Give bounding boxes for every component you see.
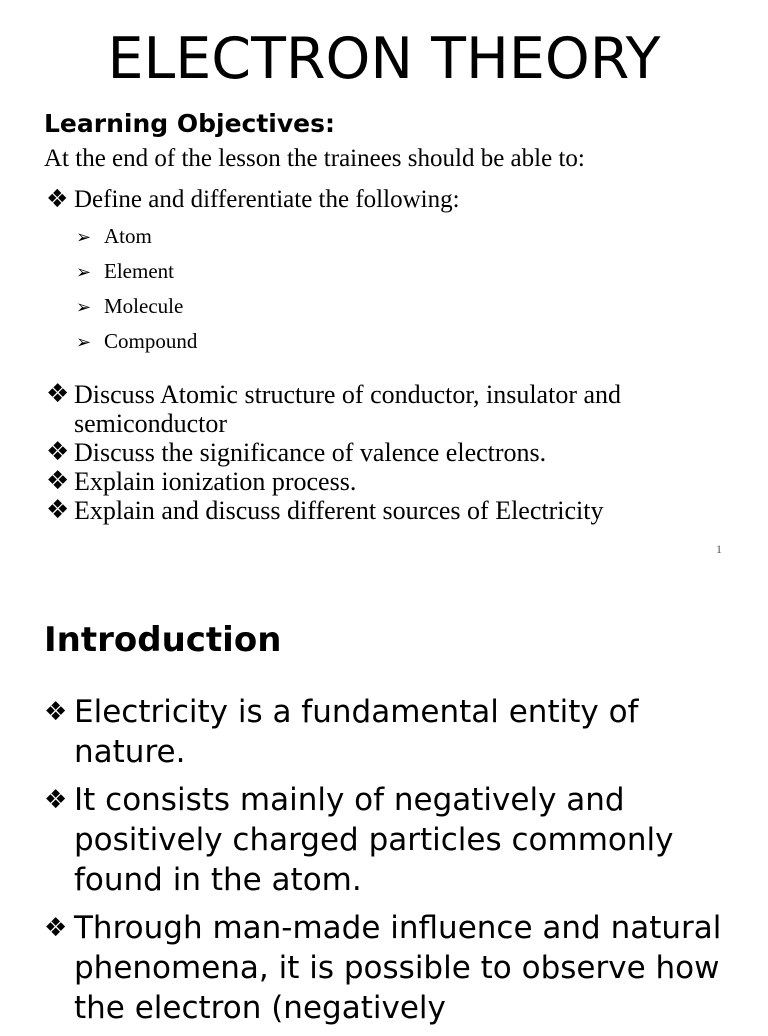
objectives-intro: At the end of the lesson the trainees should be able to: bbox=[44, 145, 585, 172]
arrow-bullet-icon: ➢ bbox=[76, 227, 92, 248]
list-item-text: Through man-made influence and natural phenomena, it is possible to observe how the electron (negatively bbox=[74, 910, 722, 1026]
objectives-heading: Learning Objectives: bbox=[44, 109, 335, 138]
section-title: Introduction bbox=[44, 620, 282, 660]
diamond-bullet-icon: ❖ bbox=[44, 785, 68, 815]
diamond-bullet-icon: ❖ bbox=[44, 913, 68, 943]
list-item bbox=[44, 908, 744, 1028]
arrow-bullet-icon: ➢ bbox=[76, 262, 92, 283]
objectives-list bbox=[46, 380, 726, 525]
sub-item bbox=[76, 328, 197, 356]
define-bullet-text: Define and differentiate the following: bbox=[74, 186, 460, 213]
list-item-text: Electricity is a fundamental entity of nature. bbox=[74, 694, 639, 770]
list-item bbox=[46, 380, 726, 438]
diamond-bullet-icon: ❖ bbox=[44, 697, 68, 727]
list-item-text: Explain ionization process. bbox=[74, 467, 357, 496]
introduction-list bbox=[44, 692, 744, 1036]
list-item bbox=[46, 438, 726, 467]
sub-item bbox=[76, 258, 174, 286]
list-item bbox=[46, 496, 726, 525]
arrow-bullet-icon: ➢ bbox=[76, 297, 92, 318]
diamond-bullet-icon: ❖ bbox=[46, 466, 70, 496]
sub-item-text: Compound bbox=[104, 329, 198, 353]
slide-title: ELECTRON THEORY bbox=[107, 26, 661, 92]
list-item-text: Discuss the significance of valence electrons. bbox=[74, 438, 547, 467]
diamond-bullet-icon: ❖ bbox=[46, 495, 70, 525]
diamond-bullet-icon: ❖ bbox=[46, 437, 70, 467]
list-item-text: It consists mainly of negatively and positively charged particles commonly found in the atom. bbox=[74, 782, 674, 898]
page-number: 1 bbox=[716, 542, 722, 556]
list-item bbox=[46, 467, 726, 496]
define-bullet bbox=[46, 184, 460, 215]
sub-item bbox=[76, 293, 183, 321]
sub-item-text: Molecule bbox=[104, 294, 184, 318]
sub-item-text: Element bbox=[104, 259, 174, 283]
sub-item-text: Atom bbox=[104, 224, 152, 248]
list-item-text: Discuss Atomic structure of conductor, insulator and semiconductor bbox=[74, 380, 622, 438]
diamond-bullet-icon: ❖ bbox=[46, 379, 70, 409]
list-item bbox=[44, 692, 744, 772]
arrow-bullet-icon: ➢ bbox=[76, 332, 92, 353]
sub-item bbox=[76, 223, 152, 251]
diamond-bullet-icon: ❖ bbox=[46, 184, 69, 213]
list-item bbox=[44, 780, 744, 900]
list-item-text: Explain and discuss different sources of Electricity bbox=[74, 496, 604, 525]
